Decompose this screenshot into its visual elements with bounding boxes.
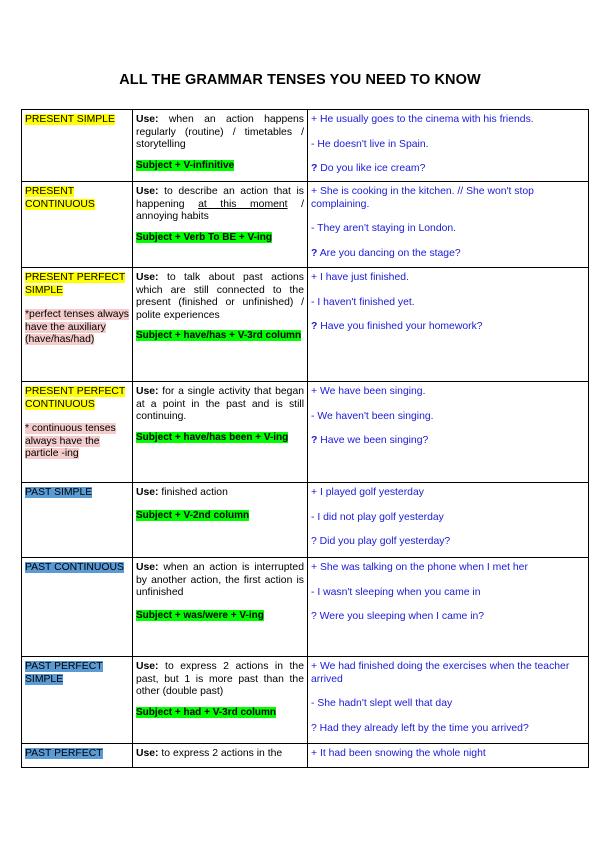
use-text: to describe an action that is happening: [136, 186, 304, 210]
table-row: [22, 558, 589, 657]
example-question: ? Have we been singing?: [311, 435, 429, 447]
tense-name: PRESENT CONTINUOUS: [25, 186, 95, 210]
example-positive: + I played golf yesterday: [311, 487, 424, 498]
tense-cell: [22, 110, 133, 182]
examples-cell: [308, 110, 589, 182]
example-positive: + We had finished doing the exercises when the teacher arrived: [311, 661, 570, 685]
use-underlined-text: at this moment: [198, 198, 288, 210]
table-row: [22, 657, 589, 744]
example-negative: - She hadn't slept well that day: [311, 698, 453, 710]
example-question: ? Have you finished your homework?: [311, 321, 483, 333]
use-text: when an action happens regularly (routine) / timetables / storytelling: [136, 114, 304, 151]
example-positive: + He usually goes to the cinema with his friends.: [311, 114, 534, 125]
table-row: [22, 744, 589, 768]
tense-cell: [22, 558, 133, 657]
tenses-table: [21, 109, 589, 768]
example-positive: + She is cooking in the kitchen. // She won't stop complaining.: [311, 186, 534, 210]
use-cell: [133, 483, 308, 558]
tense-name: PRESENT PERFECT SIMPLE: [25, 272, 126, 296]
use-label: Use:: [136, 562, 159, 573]
example-negative: - I wasn't sleeping when you came in: [311, 586, 481, 598]
tense-name: PAST PERFECT SIMPLE: [25, 661, 103, 685]
tense-cell: [22, 657, 133, 744]
use-text: finished action: [158, 487, 228, 498]
formula: Subject + was/were + V-ing: [136, 609, 264, 621]
formula: Subject + had + V-3rd column: [136, 706, 277, 718]
use-label: Use:: [136, 272, 159, 283]
use-text: to express 2 actions in the: [158, 748, 283, 759]
examples-cell: [308, 268, 589, 382]
tense-cell: [22, 483, 133, 558]
tense-cell: [22, 268, 133, 382]
examples-cell: [308, 558, 589, 657]
use-cell: Use: to describe an action that is happening at this moment / annoying habits Subject + Verb To BE + V-ing: [133, 182, 308, 268]
examples-cell: [308, 182, 589, 268]
tense-note: *perfect tenses always have the auxiliary (have/has/had): [25, 309, 129, 346]
example-negative: - I haven't finished yet.: [311, 296, 415, 308]
example-negative: - I did not play golf yesterday: [311, 511, 444, 523]
use-text: for a single activity that began at a point in the past and is still continuing.: [136, 386, 304, 423]
examples-cell: [308, 382, 589, 483]
use-cell: [133, 382, 308, 483]
examples-cell: [308, 744, 589, 768]
use-label: Use:: [136, 114, 159, 125]
use-text: when an action is interrupted by another action, the first action is unfinished: [136, 562, 304, 599]
formula: Subject + V-2nd column: [136, 509, 250, 521]
use-cell: [133, 744, 308, 768]
use-cell: [133, 657, 308, 744]
tense-cell: [22, 744, 133, 768]
page-title: ALL THE GRAMMAR TENSES YOU NEED TO KNOW: [119, 72, 481, 88]
formula: Subject + V-infinitive: [136, 159, 235, 171]
tense-note: * continuous tenses always have the particle -ing: [25, 423, 116, 460]
use-text: to express 2 actions in the past, but 1 is more past than the other (double past): [136, 661, 304, 698]
example-question: ? Were you sleeping when I came in?: [311, 611, 485, 623]
example-positive: + I have just finished.: [311, 272, 409, 283]
examples-cell: [308, 483, 589, 558]
use-label: Use:: [136, 186, 159, 197]
table-row: [22, 110, 589, 182]
tense-cell: [22, 182, 133, 268]
table-row: [22, 268, 589, 382]
example-question: ? Had they already left by the time you arrived?: [311, 722, 529, 734]
example-question: ? Did you play golf yesterday?: [311, 536, 451, 548]
tense-cell: [22, 382, 133, 483]
use-cell: [133, 110, 308, 182]
tense-name: PAST PERFECT: [25, 748, 103, 759]
use-label: Use:: [136, 748, 159, 759]
use-text: to talk about past actions which are still connected to the present (finished or unfinished) / polite experiences: [136, 272, 304, 321]
example-negative: - He doesn't live in Spain.: [311, 138, 429, 150]
example-positive: + It had been snowing the whole night: [311, 748, 486, 759]
formula: Subject + have/has + V-3rd column: [136, 330, 302, 342]
example-negative: - We haven't been singing.: [311, 410, 434, 422]
examples-cell: [308, 657, 589, 744]
tense-name: PRESENT PERFECT CONTINUOUS: [25, 386, 126, 410]
use-cell: [133, 558, 308, 657]
use-label: Use:: [136, 487, 159, 498]
example-question: ? Are you dancing on the stage?: [311, 247, 461, 259]
use-label: Use:: [136, 386, 159, 397]
example-positive: + She was talking on the phone when I met her: [311, 562, 528, 573]
table-row: [22, 182, 589, 268]
formula: Subject + have/has been + V-ing: [136, 431, 289, 443]
example-negative: - They aren't staying in London.: [311, 223, 457, 235]
table-row: [22, 483, 589, 558]
use-cell: [133, 268, 308, 382]
tense-name: PRESENT SIMPLE: [25, 114, 115, 125]
use-label: Use:: [136, 661, 159, 672]
example-positive: + We have been singing.: [311, 386, 426, 397]
table-row: [22, 382, 589, 483]
tense-name: PAST CONTINUOUS: [25, 562, 124, 573]
example-question: ? Do you like ice cream?: [311, 163, 426, 175]
formula: Subject + Verb To BE + V-ing: [136, 231, 272, 243]
tense-name: PAST SIMPLE: [25, 487, 93, 498]
